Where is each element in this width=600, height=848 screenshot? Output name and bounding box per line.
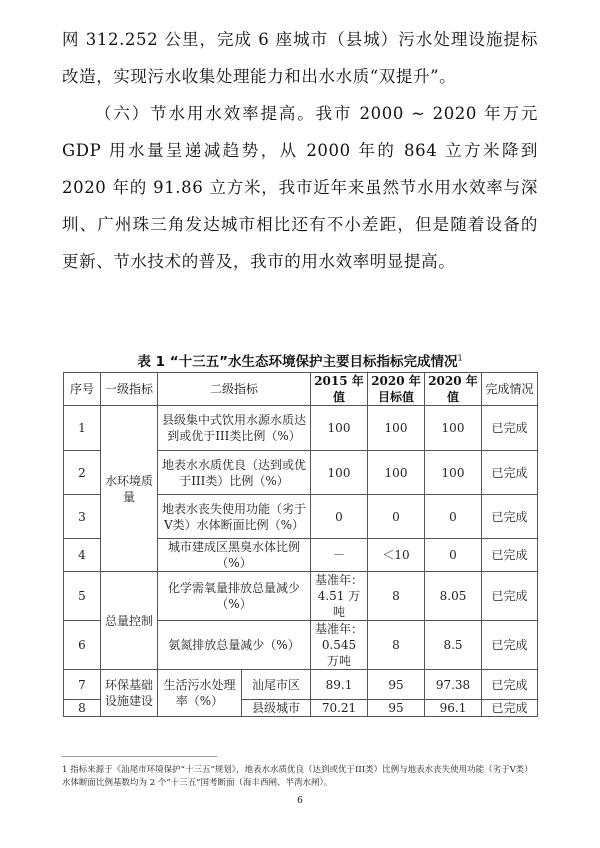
- cell-2015: 70.21: [311, 700, 368, 717]
- cell-group: 环保基础设施建设: [101, 670, 158, 717]
- cell-target: 95: [368, 670, 425, 700]
- cell-2015: 100: [311, 451, 368, 495]
- cell-2020: 0: [425, 495, 482, 539]
- cell-2015: 89.1: [311, 670, 368, 700]
- cell-2015: 基准年：4.51 万吨: [311, 572, 368, 621]
- cell-no: 8: [64, 700, 101, 717]
- cell-indicator: 县级集中式饮用水源水质达到或优于III类比例（%）: [158, 406, 311, 451]
- cell-no: 3: [64, 495, 101, 539]
- cell-group: 水环境质量: [101, 406, 158, 572]
- cell-target: 0: [368, 495, 425, 539]
- cell-2020: 97.38: [425, 670, 482, 700]
- cell-status: 已完成: [482, 700, 538, 717]
- cell-status: 已完成: [482, 621, 538, 670]
- footnote-divider: [62, 756, 217, 757]
- cell-indicator: 生活污水处理率（%）: [158, 670, 242, 717]
- header-no: 序号: [64, 373, 101, 406]
- cell-group: 总量控制: [101, 572, 158, 670]
- cell-2020: 8.05: [425, 572, 482, 621]
- cell-status: 已完成: [482, 495, 538, 539]
- cell-no: 1: [64, 406, 101, 451]
- cell-target: ＜10: [368, 539, 425, 572]
- cell-2015: －: [311, 539, 368, 572]
- page-number: 6: [297, 796, 303, 806]
- footnote-ref: 1: [457, 353, 463, 363]
- paragraph-water-efficiency: （六）节水用水效率提高。我市 2000 ~ 2020 年万元 GDP 用水量呈递减趋势，从 2000 年的 864 立方米降到 2020 年的 91.86 立方米，我市近年来虽然节水用水效率与深圳、广州珠三角发达城市相比还有不小差距，但是随着设备的更新、节水技术的普及，我市的用水效率明显提高。: [62, 104, 538, 271]
- cell-target: 100: [368, 406, 425, 451]
- cell-2015: 0: [311, 495, 368, 539]
- caption-text: 表 1 “十三五”水生态环境保护主要目标指标完成情况: [137, 354, 458, 370]
- cell-indicator: 地表水丧失使用功能（劣于V类）水体断面比例（%）: [158, 495, 311, 539]
- footnote: 1 指标来源于《汕尾市环境保护“十三五”规划》，地表水水质优良（达到或优于III类）比例与地表水丧失使用功能（劣于V类）水体断面比例基数均为 2 个“十三五”国考断面（海丰西闸、半湾水闸）。: [62, 765, 533, 788]
- table-row: [64, 572, 538, 621]
- header-2020-target: 2020 年目标值: [368, 373, 425, 406]
- cell-no: 5: [64, 572, 101, 621]
- paragraph-sewage: 网 312.252 公里，完成 6 座城市（县城）污水处理设施提标改造，实现污水收集处理能力和出水水质“双提升”。: [62, 30, 538, 86]
- targets-table: [63, 372, 538, 717]
- cell-target: 100: [368, 451, 425, 495]
- cell-2020: 96.1: [425, 700, 482, 717]
- header-level2: 二级指标: [158, 373, 311, 406]
- table-caption: [0, 350, 600, 370]
- cell-no: 7: [64, 670, 101, 700]
- header-2015: 2015 年值: [311, 373, 368, 406]
- table-row: [64, 670, 538, 700]
- table-row: [64, 406, 538, 451]
- cell-target: 95: [368, 700, 425, 717]
- cell-no: 2: [64, 451, 101, 495]
- cell-target: 8: [368, 572, 425, 621]
- cell-2020: 0: [425, 539, 482, 572]
- cell-status: 已完成: [482, 572, 538, 621]
- cell-target: 8: [368, 621, 425, 670]
- table-header-row: [64, 373, 538, 406]
- cell-status: 已完成: [482, 451, 538, 495]
- cell-2020: 100: [425, 451, 482, 495]
- cell-indicator: 化学需氧量排放总量减少（%）: [158, 572, 311, 621]
- cell-2020: 100: [425, 406, 482, 451]
- cell-no: 6: [64, 621, 101, 670]
- header-status: 完成情况: [482, 373, 538, 406]
- cell-sub-indicator: 县级城市: [242, 700, 311, 717]
- cell-indicator: 氨氮排放总量减少（%）: [158, 621, 311, 670]
- header-level1: 一级指标: [101, 373, 158, 406]
- cell-2015: 基准年：0.545 万吨: [311, 621, 368, 670]
- cell-2015: 100: [311, 406, 368, 451]
- header-2020: 2020 年值: [425, 373, 482, 406]
- cell-sub-indicator: 汕尾市区: [242, 670, 311, 700]
- cell-indicator: 地表水水质优良（达到或优于III类）比例（%）: [158, 451, 311, 495]
- cell-status: 已完成: [482, 406, 538, 451]
- cell-2020: 8.5: [425, 621, 482, 670]
- cell-status: 已完成: [482, 539, 538, 572]
- cell-no: 4: [64, 539, 101, 572]
- cell-status: 已完成: [482, 670, 538, 700]
- cell-indicator: 城市建成区黑臭水体比例（%）: [158, 539, 311, 572]
